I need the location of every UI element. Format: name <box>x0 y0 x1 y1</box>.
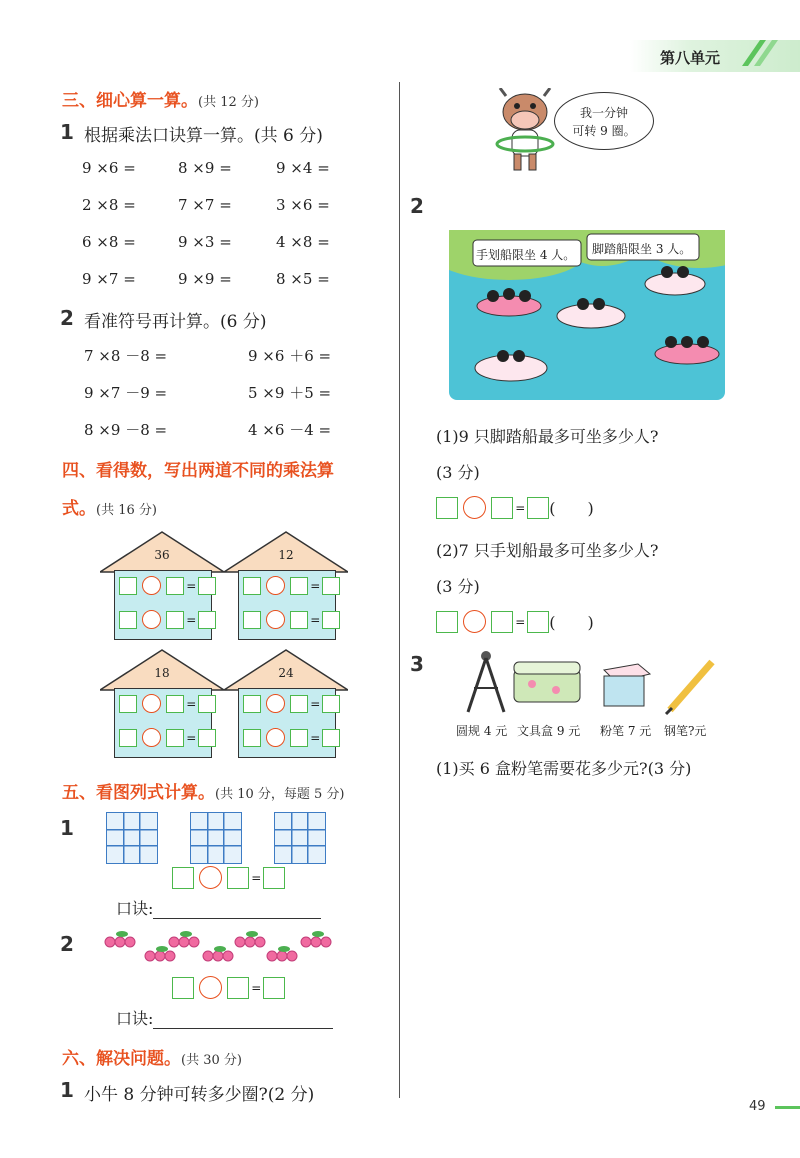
mnemonic-input[interactable] <box>153 1010 333 1029</box>
answer-box[interactable] <box>243 695 261 713</box>
grid-image <box>274 812 326 864</box>
mnemonic-line: 口诀: <box>116 1006 333 1029</box>
equation-row: = <box>172 866 285 889</box>
section-4-title: 四、看得数，写出两道不同的乘法算 <box>62 461 334 481</box>
house-product: 24 <box>278 666 294 680</box>
calc-item: 9 ×9 = <box>178 270 232 288</box>
calc-item: 3 ×6 = <box>276 196 330 214</box>
house-product: 18 <box>154 666 170 680</box>
answer-box[interactable] <box>198 729 216 747</box>
answer-box[interactable] <box>172 867 194 889</box>
equation-row: = <box>243 727 340 747</box>
unit-title: 第八单元 <box>660 49 721 67</box>
answer-box[interactable] <box>227 977 249 999</box>
calc-item: 4 ×8 = <box>276 233 330 251</box>
answer-box[interactable] <box>527 611 549 633</box>
house-wall <box>238 570 336 640</box>
answer-box[interactable] <box>436 611 458 633</box>
answer-box[interactable] <box>119 577 137 595</box>
equation-row: = ( ) <box>436 610 594 633</box>
s6-q1-number: 1 <box>60 1078 74 1102</box>
s3-q2-number: 2 <box>60 306 74 330</box>
item-pen: 钢笔?元 <box>664 724 707 738</box>
s3-q2-text: 看准符号再计算。(6 分) <box>84 312 267 332</box>
s6-q3-number: 3 <box>410 652 424 676</box>
operator-circle[interactable] <box>142 728 161 747</box>
answer-box[interactable] <box>436 497 458 519</box>
s6-q2-sub1-points: (3 分) <box>436 463 480 482</box>
equation-row: = <box>119 609 216 629</box>
operator-circle[interactable] <box>142 576 161 595</box>
unit-paren[interactable]: ( ) <box>549 613 594 632</box>
answer-box[interactable] <box>119 611 137 629</box>
house-36 <box>100 530 224 642</box>
calc-item: 6 ×8 = <box>82 233 136 251</box>
s3-q1-text: 根据乘法口诀算一算。(共 6 分) <box>84 126 323 146</box>
equation-row: = <box>172 976 285 999</box>
operator-circle[interactable] <box>142 694 161 713</box>
section-4-title-cont: 式。(共 16 分) <box>62 499 157 519</box>
operator-circle[interactable] <box>199 866 222 889</box>
calc-item: 7 ×7 = <box>178 196 232 214</box>
answer-box[interactable] <box>322 729 340 747</box>
answer-box[interactable] <box>166 577 184 595</box>
operator-circle[interactable] <box>463 610 486 633</box>
calc-item: 2 ×8 = <box>82 196 136 214</box>
item-chalk: 粉笔 7 元 <box>600 724 652 738</box>
speech-bubble: 我一分钟 可转 9 圈。 <box>554 92 654 150</box>
s6-q1-text: 小牛 8 分钟可转多少圈?(2 分) <box>84 1085 315 1105</box>
equation-row: = <box>243 575 340 595</box>
answer-box[interactable] <box>119 695 137 713</box>
calc-item: 9 ×4 = <box>276 159 330 177</box>
answer-box[interactable] <box>198 577 216 595</box>
calc-item: 4 ×6 －4 = <box>248 421 332 439</box>
s6-q2-sub2-points: (3 分) <box>436 577 480 596</box>
equation-row: = <box>243 609 340 629</box>
column-divider <box>399 82 400 1098</box>
compass-icon <box>468 651 504 712</box>
answer-box[interactable] <box>290 729 308 747</box>
pencil-box-icon <box>514 662 580 702</box>
section-6-title: 六、解决问题。(共 30 分) <box>62 1049 242 1069</box>
calc-item: 9 ×7 －9 = <box>84 384 168 402</box>
page-number: 49 <box>749 1099 766 1114</box>
answer-box[interactable] <box>491 497 513 519</box>
calc-item: 9 ×6 ＋6 = <box>248 347 332 365</box>
page-number-bar <box>775 1106 800 1109</box>
answer-box[interactable] <box>322 611 340 629</box>
item-pencil-box: 文具盒 9 元 <box>517 724 581 738</box>
s6-q3-sub1: (1)买 6 盒粉笔需要花多少元?(3 分) <box>436 759 692 778</box>
equation-row: = ( ) <box>436 496 594 519</box>
answer-box[interactable] <box>166 695 184 713</box>
answer-box[interactable] <box>263 867 285 889</box>
grid-image <box>106 812 158 864</box>
answer-box[interactable] <box>491 611 513 633</box>
stationery-image <box>460 648 720 718</box>
answer-box[interactable] <box>243 577 261 595</box>
answer-box[interactable] <box>166 611 184 629</box>
mnemonic-input[interactable] <box>153 900 321 919</box>
cow-illustration <box>494 88 556 174</box>
house-12 <box>224 530 348 642</box>
answer-box[interactable] <box>243 729 261 747</box>
equation-row: = <box>119 693 216 713</box>
answer-box[interactable] <box>227 867 249 889</box>
operator-circle[interactable] <box>266 728 285 747</box>
answer-box[interactable] <box>119 729 137 747</box>
unit-paren[interactable]: ( ) <box>549 499 594 518</box>
cherries-image <box>100 928 340 970</box>
chalk-box-icon <box>604 664 650 706</box>
sign-rowboat: 手划船限坐 4 人。 <box>476 248 576 262</box>
house-wall <box>114 688 212 758</box>
answer-box[interactable] <box>322 577 340 595</box>
house-product: 36 <box>154 548 170 562</box>
stripe-decoration-icon <box>738 36 778 70</box>
answer-box[interactable] <box>198 695 216 713</box>
answer-box[interactable] <box>243 611 261 629</box>
answer-box[interactable] <box>198 611 216 629</box>
operator-circle[interactable] <box>266 576 285 595</box>
house-wall <box>238 688 336 758</box>
answer-box[interactable] <box>166 729 184 747</box>
house-wall <box>114 570 212 640</box>
answer-box[interactable] <box>290 577 308 595</box>
house-product: 12 <box>278 548 294 562</box>
calc-item: 8 ×9 －8 = <box>84 421 168 439</box>
operator-circle[interactable] <box>266 610 285 629</box>
answer-box[interactable] <box>290 611 308 629</box>
sign-pedalboat: 脚踏船限坐 3 人。 <box>592 242 692 256</box>
calc-item: 9 ×7 = <box>82 270 136 288</box>
grid-image <box>190 812 242 864</box>
calc-item: 5 ×9 ＋5 = <box>248 384 332 402</box>
s5-q2-number: 2 <box>60 932 74 956</box>
s6-q2-sub1: (1)9 只脚踏船最多可坐多少人? <box>436 427 659 446</box>
calc-item: 9 ×3 = <box>178 233 232 251</box>
operator-circle[interactable] <box>266 694 285 713</box>
calc-item: 7 ×8 －8 = <box>84 347 168 365</box>
answer-box[interactable] <box>527 497 549 519</box>
answer-box[interactable] <box>172 977 194 999</box>
section-3-title: 三、细心算一算。(共 12 分) <box>62 91 259 111</box>
section-5-title: 五、看图列式计算。(共 10 分，每题 5 分) <box>62 783 345 803</box>
answer-box[interactable] <box>263 977 285 999</box>
fountain-pen-icon <box>666 662 712 714</box>
equation-row: = <box>243 693 340 713</box>
calc-item: 8 ×9 = <box>178 159 232 177</box>
operator-circle[interactable] <box>199 976 222 999</box>
s5-q1-number: 1 <box>60 816 74 840</box>
operator-circle[interactable] <box>142 610 161 629</box>
house-18 <box>100 648 224 760</box>
answer-box[interactable] <box>322 695 340 713</box>
item-compass: 圆规 4 元 <box>456 724 508 738</box>
s6-q2-number: 2 <box>410 194 424 218</box>
equation-row: = <box>119 575 216 595</box>
calc-item: 8 ×5 = <box>276 270 330 288</box>
calc-item: 9 ×6 = <box>82 159 136 177</box>
equation-row: = <box>119 727 216 747</box>
answer-box[interactable] <box>290 695 308 713</box>
s6-q2-sub2: (2)7 只手划船最多可坐多少人? <box>436 541 659 560</box>
s3-q1-number: 1 <box>60 120 74 144</box>
house-24 <box>224 648 348 760</box>
mnemonic-line: 口诀: <box>116 896 321 919</box>
operator-circle[interactable] <box>463 496 486 519</box>
